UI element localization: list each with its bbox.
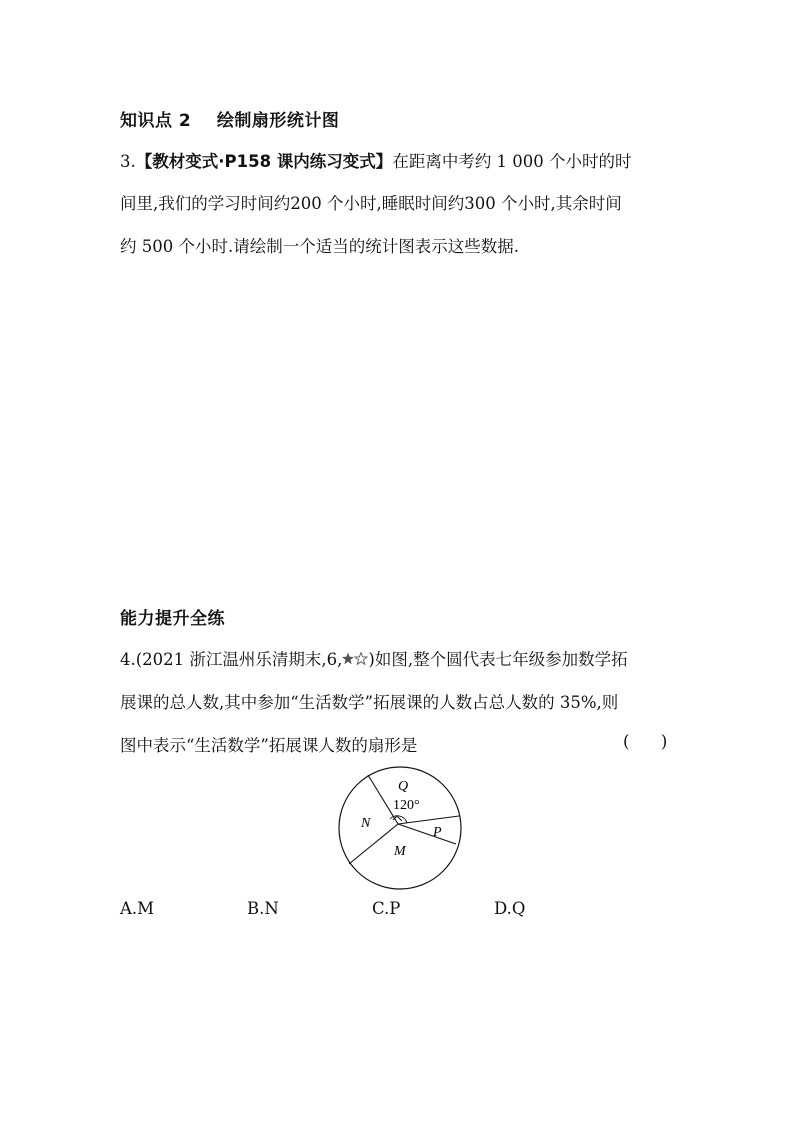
radius-line-pm	[398, 824, 456, 844]
option-a[interactable]: A.M	[120, 899, 155, 918]
pie-figure-svg	[336, 764, 466, 894]
question-3-line-2	[120, 190, 622, 214]
question-text: 在距离中考约 1 000 个小时的时	[392, 152, 632, 171]
question-4-line-2	[120, 689, 618, 713]
question-3-line-3	[120, 233, 519, 257]
question-text: 展课的总人数,其中参加“生活数学”拓展课的人数占总人数的 35%,则	[120, 693, 619, 712]
answer-bracket: ( )	[623, 732, 668, 751]
option-d[interactable]: D.Q	[494, 899, 526, 918]
angle-label: 120°	[393, 798, 420, 813]
sector-label-p: P	[433, 825, 442, 840]
question-source: 4.(2021 浙江温州乐清期末,6,	[120, 650, 343, 669]
option-b[interactable]: B.N	[247, 899, 279, 918]
question-4-line-1	[120, 646, 628, 670]
section-heading-knowledge-point	[120, 106, 339, 131]
difficulty-stars	[342, 651, 368, 670]
question-number: 3.	[120, 152, 136, 171]
question-text: )如图,整个圆代表七年级参加数学拓	[368, 650, 628, 669]
sector-label-q: Q	[398, 779, 409, 794]
sector-label-n: N	[361, 816, 371, 831]
question-text: 约 500 个小时.请绘制一个适当的统计图表示这些数据.	[120, 237, 519, 256]
question-source: 【教材变式·P158 课内练习变式】	[135, 152, 393, 171]
section-heading-text: 知识点 2 绘制扇形统计图	[120, 111, 340, 131]
pie-figure	[336, 764, 466, 894]
question-4-line-3	[120, 732, 417, 756]
radius-line-mn	[349, 824, 398, 864]
question-text: 图中表示“生活数学”拓展课人数的扇形是	[120, 736, 418, 755]
section-heading-text: 能力提升全练	[120, 609, 225, 629]
difficulty-star-icon	[342, 652, 368, 666]
section-heading-ability	[120, 604, 225, 629]
question-text: 间里,我们的学习时间约200 个小时,睡眠时间约300 个小时,其余时间	[120, 194, 622, 213]
question-3-line-1	[120, 148, 632, 172]
sector-label-m: M	[394, 844, 406, 859]
option-c[interactable]: C.P	[372, 899, 401, 918]
